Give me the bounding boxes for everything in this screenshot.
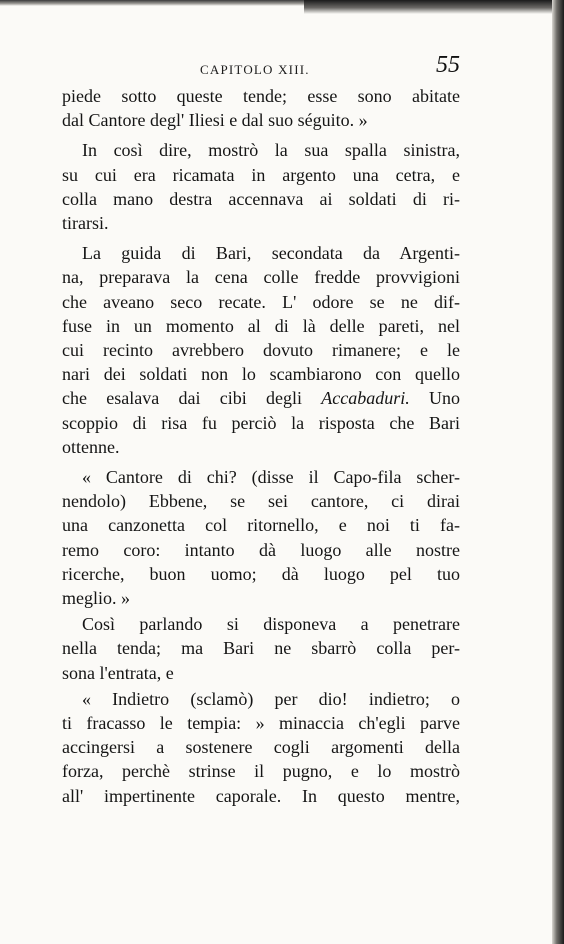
text-line: na, preparava la cena colle fredde provvigioni [62,267,460,288]
text-line: su cui era ricamata in argento una cetra, e [62,164,460,185]
text-line: La guida di Bari, secondata da Argenti- [82,243,460,264]
text-line: scoppio di risa fu perciò la risposta che Bari [62,412,460,433]
text-line: nella tenda; ma Bari ne sbarrò colla per- [62,638,460,659]
paragraph-6 [62,687,460,808]
page-number: 55 [436,52,460,78]
paragraph-4 [62,465,460,610]
text-line-with-italic [62,386,460,410]
text-line: « Cantore di chi? (disse il Capo-fila scher- [82,467,460,488]
scan-edge-right [552,0,564,944]
text-line: una canzonetta col ritornello, e noi ti fa- [62,515,460,536]
running-head: CAPITOLO XIII. [200,62,310,77]
body-text [62,84,460,808]
text-line: dal Cantore degl' Iliesi e dal suo séguito. » [62,110,368,131]
text-line: « Indietro (sclamò) per dio! indietro; o [82,688,460,709]
paragraph-1 [62,84,460,132]
text-segment: che esalava dai cibi degli [62,388,322,409]
text-line: ottenne. [62,436,120,457]
text-line: ricerche, buon uomo; dà luogo pel tuo [62,563,460,584]
scan-edge-top-right [304,0,564,14]
text-line: In così dire, mostrò la sua spalla sinistra, [82,140,460,161]
text-line: fuse in un momento al di là delle pareti, nel [62,315,460,336]
text-line: remo coro: intanto dà luogo alle nostre [62,539,460,560]
italic-term: Accabaduri. [321,388,410,409]
text-line: accingersi a sostenere cogli argomenti della [62,737,460,758]
text-line: nendolo) Ebbene, se sei cantore, ci dirai [62,491,460,512]
text-line: cui recinto avrebbero dovuto rimanere; e le [62,340,460,361]
text-line: all' impertinente caporale. In questo mentre, [62,785,460,806]
text-line: Così parlando si disponeva a penetrare [82,614,460,635]
text-line: piede sotto queste tende; esse sono abitate [62,86,460,106]
paragraph-2 [62,138,460,235]
text-line: forza, perchè strinse il pugno, e lo mostrò [62,761,460,782]
text-line: ti fracasso le tempia: » minaccia ch'egli parve [62,713,460,734]
text-line: meglio. » [62,588,130,609]
text-line: colla mano destra accennava ai soldati di ri- [62,188,460,209]
text-line: sona l'entrata, e [62,662,174,683]
text-line: nari dei soldati non lo scambiarono con quello [62,364,460,385]
paragraph-5 [62,612,460,685]
text-segment: Uno [409,388,460,409]
text-line: tirarsi. [62,213,109,234]
text-line: che aveano seco recate. L' odore se ne dif- [62,291,460,312]
paragraph-3 [62,241,460,459]
